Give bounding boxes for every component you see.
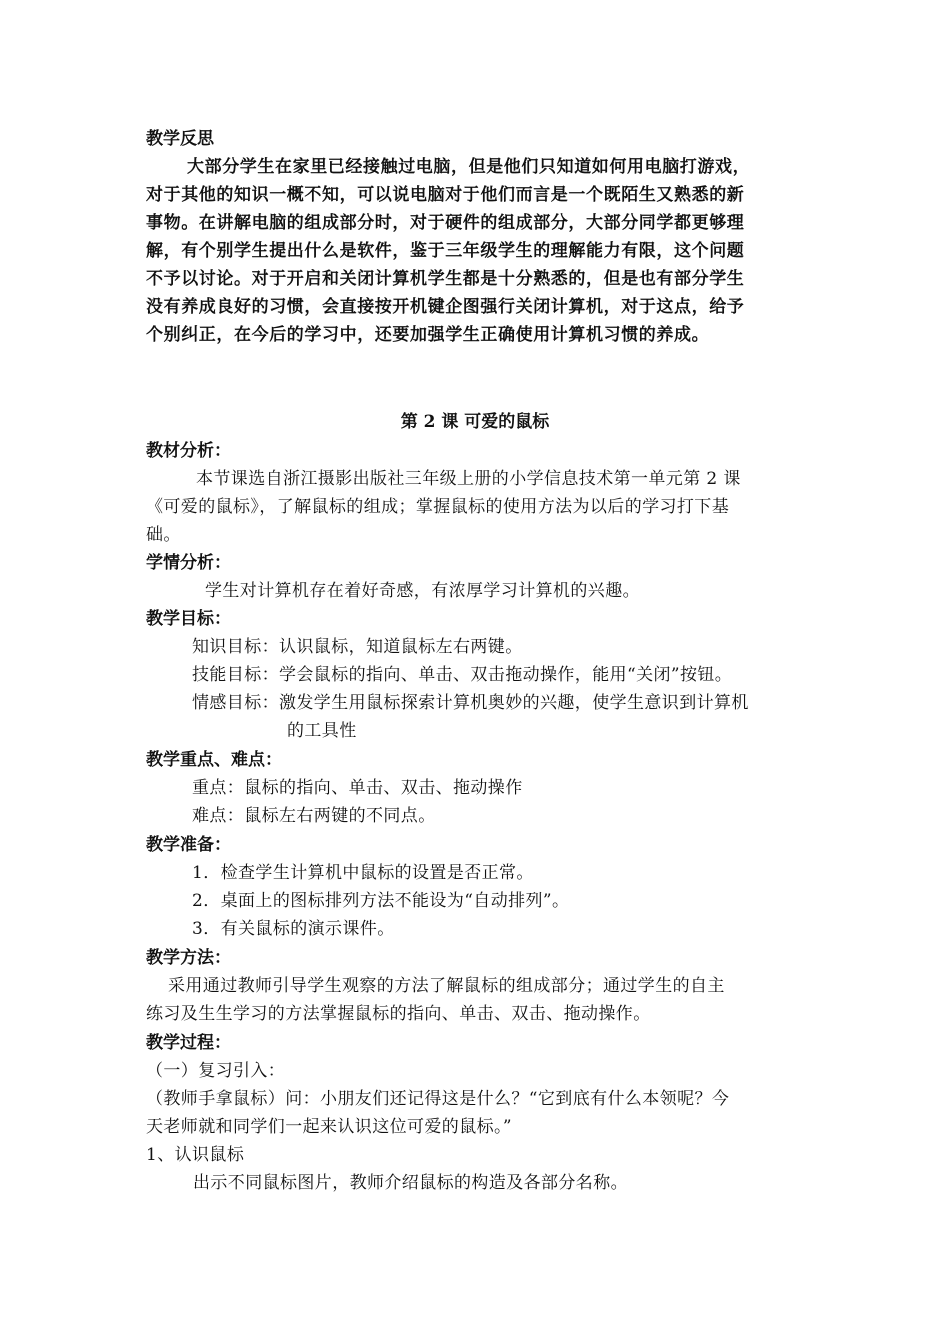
students-heading: 学情分析： xyxy=(146,553,231,573)
preparation-heading: 教学准备： xyxy=(146,835,231,855)
lesson-title: 第 2 课 可爱的鼠标 xyxy=(400,412,550,432)
material-heading: 教材分析： xyxy=(146,441,231,461)
reflection-line: 对于其他的知识一概不知，可以说电脑对于他们而言是一个既陌生又熟悉的新 xyxy=(146,185,745,205)
reflection-line: 大部分学生在家里已经接触过电脑，但是他们只知道如何用电脑打游戏， xyxy=(187,157,751,177)
process-step-1-text: 出示不同鼠标图片，教师介绍鼠标的构造及各部分名称。 xyxy=(193,1173,628,1193)
keypoints-heading: 教学重点、难点： xyxy=(146,750,282,770)
methods-heading: 教学方法： xyxy=(146,948,231,968)
difficult-point: 难点：鼠标左右两键的不同点。 xyxy=(192,806,436,826)
reflection-line: 事物。在讲解电脑的组成部分时，对于硬件的组成部分，大部分同学都更够理 xyxy=(146,213,745,233)
students-line: 学生对计算机存在着好奇感，有浓厚学习计算机的兴趣。 xyxy=(205,581,640,601)
methods-line: 采用通过教师引导学生观察的方法了解鼠标的组成部分；通过学生的自主 xyxy=(168,976,725,996)
reflection-line: 解，有个别学生提出什么是软件，鉴于三年级学生的理解能力有限，这个问题 xyxy=(146,241,745,261)
preparation-item: 1．检查学生计算机中鼠标的设置是否正常。 xyxy=(192,863,534,883)
process-review: （一）复习引入： xyxy=(146,1061,286,1081)
reflection-heading: 教学反思 xyxy=(146,129,214,149)
goals-heading: 教学目标： xyxy=(146,609,231,629)
reflection-line: 个别纠正，在今后的学习中，还要加强学生正确使用计算机习惯的养成。 xyxy=(146,325,710,345)
reflection-line: 没有养成良好的习惯，会直接按开机键企图强行关闭计算机，对于这点，给予 xyxy=(146,297,745,317)
methods-line: 练习及生生学习的方法掌握鼠标的指向、单击、双击、拖动操作。 xyxy=(146,1004,651,1024)
process-heading: 教学过程： xyxy=(146,1033,231,1053)
goal-knowledge: 知识目标：认识鼠标，知道鼠标左右两键。 xyxy=(192,637,523,657)
process-teacher-line: 天老师就和同学们一起来认识这位可爱的鼠标。” xyxy=(146,1117,512,1137)
goal-emotion: 情感目标：激发学生用鼠标探索计算机奥妙的兴趣，使学生意识到计算机 xyxy=(192,693,749,713)
material-line: 础。 xyxy=(146,525,181,545)
goal-skill: 技能目标：学会鼠标的指向、单击、双击拖动操作，能用“关闭”按钮。 xyxy=(192,665,733,685)
goal-emotion-cont: 的工具性 xyxy=(287,721,357,741)
key-point: 重点：鼠标的指向、单击、双击、拖动操作 xyxy=(192,778,523,798)
preparation-item: 2．桌面上的图标排列方法不能设为“自动排列”。 xyxy=(192,891,570,911)
reflection-line: 不予以讨论。对于开启和关闭计算机学生都是十分熟悉的，但是也有部分学生 xyxy=(146,269,745,289)
process-teacher-line: （教师手拿鼠标）问：小朋友们还记得这是什么？“它到底有什么本领呢？今 xyxy=(146,1089,730,1109)
process-step-1: 1、认识鼠标 xyxy=(146,1145,245,1165)
material-line: 《可爱的鼠标》，了解鼠标的组成；掌握鼠标的使用方法为以后的学习打下基 xyxy=(146,497,730,517)
preparation-item: 3．有关鼠标的演示课件。 xyxy=(192,919,395,939)
material-line: 本节课选自浙江摄影出版社三年级上册的小学信息技术第一单元第 2 课 xyxy=(196,469,741,489)
